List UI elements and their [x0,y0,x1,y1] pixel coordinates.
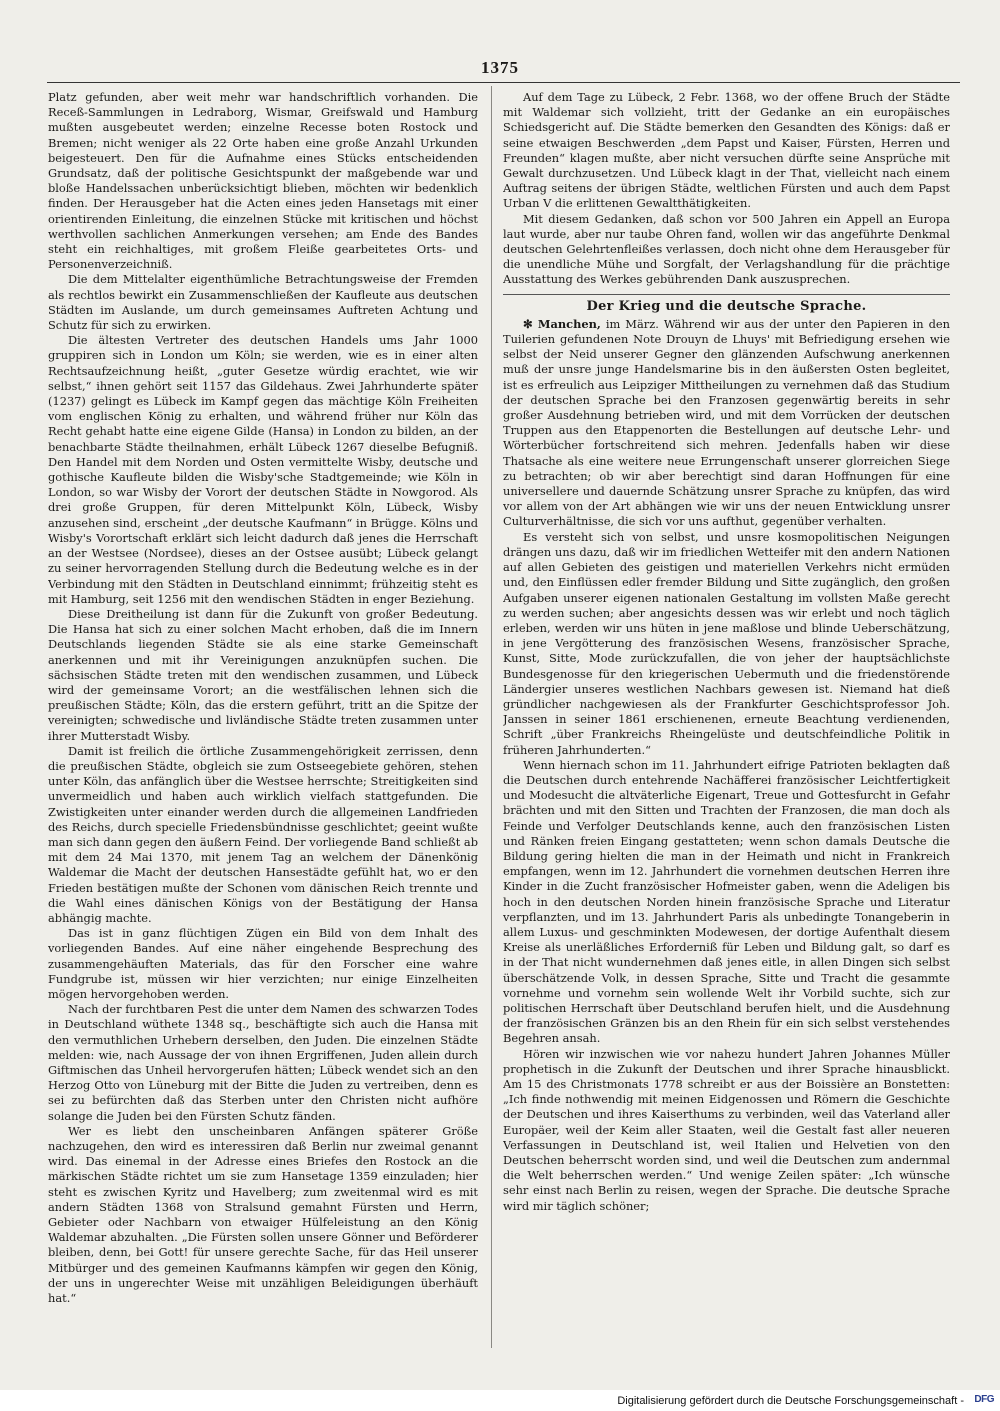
paragraph: Auf dem Tage zu Lübeck, 2 Febr. 1368, wo der offene Bruch der Städte mit Waldemar sich vollzieht, tritt der Gedanke an ein europäisches Schiedsgericht auf. Die Städte bemerken den Gesandten des Königs: daß er seine etwaigen Beschwerden „dem Papst und Kaiser, Fürsten, Herren und Freunden“ klagen mußte, aber nicht versuchen dürfte seine Ansprüche mit Gewalt durchzusetzen. Und Lübeck klagt in der That, vielleicht nach einem Auftrag seitens der übrigen Städte, weltlichen Fürsten und auch dem Papst Urban V die erlittenen Gewaltthätigkeiten. [503,90,950,211]
left-column [48,90,478,1352]
section-heading: Der Krieg und die deutsche Sprache. [586,298,867,314]
paragraph-text: im März. Während wir aus der unter den Papieren in den Tuilerien gefundenen Note Drouyn de Lhuys' mit Befriedigung ersehen wie selbst der Neid unserer Gegner den glänzenden Aufschwung anerkennen muß der unsre junge Handelsmarine bis in den äußersten Osten begleitet, ist es erfreulich aus Leipziger Mittheilungen zu vernehmen daß das Studium der deutschen Sprache bei den Franzosen gegenwärtig bereits in sehr großer Ausdehnung betrieben wird, und mit dem Vorrücken der deutschen Truppen aus den Etappenorten die Bestellungen auf deutsche Lehr- und Wörterbücher fortschreitend sich mehren. Jedenfalls haben wir diese Thatsache als eine weitere neue Errungenschaft unserer glorreichen Siege zu betrachten; ob wir aber berechtigt sind daran Hoffnungen für eine universellere und dauernde Schätzung unsrer Sprache zu knüpfen, das wird vor allem von der Art abhängen wie wir uns der neuen Entwicklung unsrer Culturverhältnisse, die sich vor uns aufthut, gegenüber verhalten. [503,316,950,529]
paragraph: Die ältesten Vertreter des deutschen Handels ums Jahr 1000 gruppiren sich in London um Köln; sie werden, wie es in einer alten Rechtsaufzeichnung heißt, „guter Gesetze würdig erachtet, wie wir selbst,“ ihnen gehört seit 1157 das Gildehaus. Zwei Jahrhunderte später (1237) gelingt es Lübeck im Kampf gegen das mächtige Köln Freiheiten vom englischen König zu erhalten, und während früher nur Köln das Recht gehabt hatte eine eigene Gilde (Hansa) in London zu bilden, an der benachbarte Städte theilnahmen, erhält Lübeck 1267 dieselbe Befugniß. Den Handel mit dem Norden und Osten vermittelte Wisby, deutsche und gothische Kaufleute bilden die Wisby'sche Stadtgemeinde; wie Köln in London, so war Wisby der Vorort der deutschen Städte in Nowgorod. Als drei große Gruppen, für deren Mittelpunkt Köln, Lübeck, Wisby anzusehen sind, erscheint „der deutsche Kaufmann“ in Brügge. Kölns und Wisby's Vorortschaft erklärt sich leicht dadurch daß jenes die Herrschaft an der Westsee (Nordsee), dieses an der Ostsee ausübt; Lübeck gelangt zu seiner hervorragenden Stellung durch die Bedeutung welche es in der Verbindung mit den Städten in Deutschland einnimmt; frühzeitig steht es mit Hamburg, seit 1256 mit den wendischen Städten in enger Beziehung. [48,333,478,606]
digitization-credit: Digitalisierung gefördert durch die Deutsche Forschungsgemeinschaft - [617,1395,964,1407]
paragraph: Die dem Mittelalter eigenthümliche Betrachtungsweise der Fremden als rechtlos bewirkt ein Zusammenschließen der Kaufleute aus deutschen Städten im Auslande, um durch gemeinsames Auftreten Achtung und Schutz für sich zu erwirken. [48,272,478,333]
header-rule [47,82,960,83]
dateline: ✻ Manchen, [523,316,601,331]
paragraph: Diese Dreitheilung ist dann für die Zukunft von großer Bedeutung. Die Hansa hat sich zu einer solchen Macht erhoben, daß die im Innern Deutschlands liegenden Städte sie als eine starke Gemeinschaft anerkennen und mit ihr Vereinigungen anzuknüpfen suchen. Die sächsischen Städte treten mit den wendischen zusammen, und Lübeck wird der gemeinsame Vorort; an die westfälischen lehnen sich die preußischen Städte; Köln, das die erstern geführt, tritt an die Spitze der vereinigten; schwedische und livländische Städte treten zusammen unter ihrer Mutterstadt Wisby. [48,606,478,743]
paragraph: Das ist in ganz flüchtigen Zügen ein Bild von dem Inhalt des vorliegenden Bandes. Auf eine näher eingehende Besprechung des zusammengehäuften Materials, das für den Forscher eine wahre Fundgrube ist, müssen wir hier verzichten; nur einige Einzelheiten mögen hervorgehoben werden. [48,926,478,1001]
paragraph: Platz gefunden, aber weit mehr war handschriftlich vorhanden. Die Receß-Sammlungen in Ledraborg, Wismar, Greifswald und Hamburg mußten ausgebeutet werden; einzelne Recesse boten Rostock und Bremen; nicht weniger als 22 Orte haben eine große Anzahl Urkunden beigesteuert. Den für die Aufnahme eines Stücks entscheidenden Grundsatz, daß der politische Gesichtspunkt der maßgebende war und bloße Handelssachen unberücksichtigt blieben, möchten wir bedenklich finden. Der Herausgeber hat die Acten eines jeden Hansetags mit einer orientirenden Einleitung, die einzelnen Stücke mit kritischen und höchst werthvollen sachlichen Anmerkungen versehen; am Ende des Bandes steht ein reichhaltiges, mit großem Fleiße gearbeitetes Orts- und Personenverzeichniß. [48,90,478,272]
page-number: 1375 [481,58,519,77]
paragraph: Wenn hiernach schon im 11. Jahrhundert eifrige Patrioten beklagten daß die Deutschen durch entehrende Nachäfferei französischer Leichtfertigkeit und Modesucht die altväterliche Eigenart, Treue und Gottesfurcht in Gefahr brächten und mit den Sitten und Trachten der Franzosen, die man doch als Feinde und Verfolger Deutschlands kenne, auch den französischen Listen und Ränken freien Eingang gestatteten; wenn schon damals Deutsche die Bildung gering hielten die man in der Heimath und nicht in Frankreich empfangen, wenn im 12. Jahrhundert die vornehmen deutschen Herren ihre Kinder in die Zucht französischer Hofmeister gaben, wenn die Adeligen bis hoch in den deutschen Norden hinein französische Sprache und Literatur verpflanzten, und im 13. Jahrhundert Paris als unbedingte Tonangeberin in allem Luxus- und geschminkten Modewesen, der dortige Aufenthalt diesem Kreise als unerläßliches Erforderniß für Leben und Bildung galt, so darf es in der That nicht wundernehmen daß jenes eitle, in allen Dingen sich selbst überschätzende Volk, in dessen Sprache, Sitte und Tracht die gesammte vornehme und vornehm sein wollende Welt ihr Vorbild suchte, sich zur politischen Herrschaft über Deutschland berufen hielt, und die Ausdehnung der französischen Gränzen bis an den Rhein für ein sich selbst verstehendes Begehren ansah. [503,757,950,1046]
paragraph: Damit ist freilich die örtliche Zusammengehörigkeit zerrissen, denn die preußischen Städte, obgleich sie zum Ostseegebiete gehören, stehen unter Köln, das anfänglich über die Westsee herrschte; Streitigkeiten sind unvermeidlich und haben auch wirklich vielfach stattgefunden. Die Zwistigkeiten unter einander werden durch die allgemeinen Landfrieden des Reichs, durch specielle Friedensbündnisse geschlichtet; geeint wußte man sich dann gegen den äußern Feind. Der vorliegende Band schließt ab mit dem 24 Mai 1370, mit jenem Tag an welchem der Dänenkönig Waldemar die Macht der deutschen Hansestädte gefühlt hat, wo er den Frieden bestätigen mußte der Schonen vom dänischen Reich trennte und die Wahl eines dänischen Königs von der Bestätigung der Hansa abhängig machte. [48,743,478,925]
paragraph: Nach der furchtbaren Pest die unter dem Namen des schwarzen Todes in Deutschland wüthete 1348 sq., beschäftigte sich auch die Hansa mit den vermuthlichen Urhebern derselben, den Juden. Die einzelnen Städte melden: wie, nach Aussage der von ihnen Ergriffenen, Juden allein durch Giftmischen das Unheil hervorgerufen hätten; Lübeck wendet sich an den Herzog Otto von Lüneburg mit der Bitte die Juden zu vertreiben, denn es sei zu befürchten daß das Sterben unter den Christen nicht aufhöre solange die Juden bei den Fürsten Schutz fänden. [48,1002,478,1123]
article-first-paragraph [503,317,950,530]
section-separator [503,294,950,295]
paragraph: Wer es liebt den unscheinbaren Anfängen späterer Größe nachzugehen, den wird es interessiren daß Berlin nur zweimal genannt wird. Das einemal in der Adresse eines Briefes den Rostock an die märkischen Städte richtet um sie zum Hansetage 1359 einzuladen; hier steht es zwischen Kyritz und Havelberg; zum zweitenmal wird es mit andern Städten 1368 von Stralsund gemahnt Fürsten und Herrn, Gebieter oder Nachbarn von etwaiger Hülfeleistung an den König Waldemar abzuhalten. „Die Fürsten sollen unsere Gönner und Beförderer bleiben, denn, bei Gott! für unsere gerechte Sache, für das Heil unserer Mitbürger und des gemeinen Kaufmanns kämpfen wir gegen den König, der uns in ungerechter Weise mit unzähligen Beleidigungen überhäuft hat.“ [48,1123,478,1306]
dfg-logo: DFG [974,1394,994,1405]
paragraph: Hören wir inzwischen wie vor nahezu hundert Jahren Johannes Müller prophetisch in die Zukunft der Deutschen und ihrer Sprache hinausblickt. Am 15 des Christmonats 1778 schreibt er aus der Boissière an Bonstetten: „Ich finde nothwendig mit meinen Eidgenossen und Römern die Geschichte der Deutschen und ihres Kaiserthums zu verbinden, weil das Vaterland aller Europäer, weil der Keim aller Staaten, weil die Gestalt fast aller neueren Verfassungen in Deutschland ist, weil Italien und Helvetien von den Deutschen beherrscht worden sind, und weil die Deutschen zum andernmal die Welt beherrschen werden.“ Und wenige Zeilen später: „Ich wünsche sehr einst nach Berlin zu reisen, wegen der Sprache. Die deutsche Sprache wird mir täglich schöner; [503,1046,950,1213]
footer-bar [0,1390,1000,1411]
paragraph: Mit diesem Gedanken, daß schon vor 500 Jahren ein Appell an Europa laut wurde, aber nur taube Ohren fand, wollen wir das angeführte Denkmal deutschen Gelehrtenfleißes verlassen, doch nicht ohne dem Herausgeber für die unendliche Mühe und Sorgfalt, der Verlagshandlung für die prächtige Ausstattung des Werkes gebührenden Dank auszusprechen. [503,211,950,287]
column-divider [491,86,492,1348]
right-column [503,90,950,1352]
paragraph: Es versteht sich von selbst, und unsre kosmopolitischen Neigungen drängen uns dazu, daß wir im friedlichen Wetteifer mit den andern Nationen auf allen Gebieten des geistigen und materiellen Verkehrs nicht ermüden und, den Einflüssen edler fremder Bildung und Sitte zugänglich, den großen Aufgaben unserer eigenen nationalen Gestaltung im vollsten Maße gerecht zu werden suchen; aber angesichts dessen was wir erlebt und noch täglich erleben, werden wir uns hüten in jene maßlose und blinde Ueberschätzung, in jene Vergötterung des französischen Wesens, französischer Sprache, Kunst, Sitte, Mode zurückzufallen, die von jeher der hauptsächlichste Bundesgenosse für den kriegerischen Uebermuth und die friedenstörende Ländergier unseres westlichen Nachbars gewesen ist. Niemand hat dieß gründlicher nachgewiesen als der Frankfurter Geschichtsprofessor Joh. Janssen in seiner 1861 erschienenen, erneute Beachtung verdienenden, Schrift „über Frankreichs Rheingelüste und deutschfeindliche Politik in früheren Jahrhunderten.“ [503,529,950,757]
